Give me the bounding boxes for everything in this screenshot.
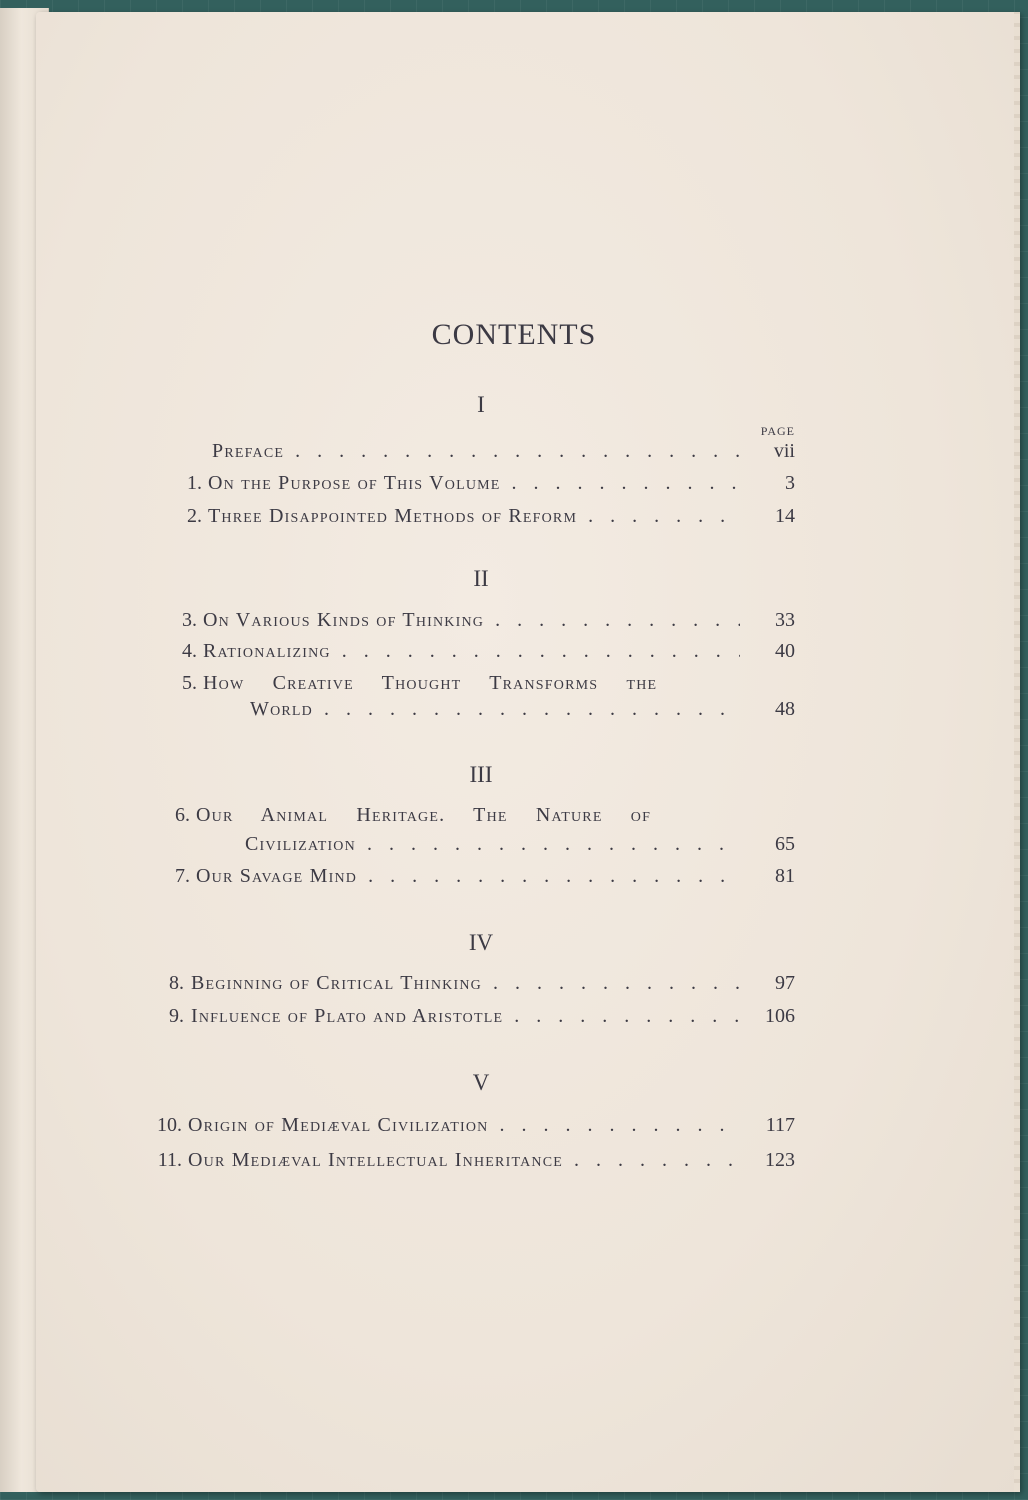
entry-title-continuation: Civilization . . . [245, 829, 740, 859]
part-numeral-3: III [469, 762, 493, 787]
toc-entry[interactable] [0, 1110, 1028, 1140]
entry-page: 106 [765, 1005, 795, 1027]
entry-title: Influence of Plato and Aristotle . . . [191, 1001, 740, 1031]
part-numeral-4: IV [468, 930, 494, 955]
toc-entry[interactable] [0, 861, 1028, 891]
entry-number: 3. [182, 609, 197, 631]
entry-page: vii [773, 440, 795, 462]
toc-entry[interactable] [0, 968, 1028, 998]
entry-title: Our Savage Mind . . . [196, 861, 740, 891]
page-title: CONTENTS [431, 318, 597, 351]
entry-title: On the Purpose of This Volume . . . [208, 468, 740, 498]
entry-number: 11. [157, 1149, 182, 1171]
entry-page: 65 [775, 833, 795, 855]
entry-number: 2. [187, 505, 202, 527]
entry-number: 1. [187, 472, 202, 494]
entry-title: Our Mediæval Intellectual Inheritance . . . [188, 1145, 740, 1175]
entry-number: 7. [175, 865, 190, 887]
entry-title: Our Animal Heritage. The Nature of [196, 804, 652, 826]
page-column-label: PAGE [760, 424, 795, 438]
entry-title: Origin of Mediæval Civilization . . . [188, 1110, 740, 1140]
entry-title: How Creative Thought Transforms the [203, 672, 658, 694]
toc-entry-preface[interactable] [0, 436, 1028, 466]
entry-page: 123 [765, 1149, 795, 1171]
toc-entry[interactable] [0, 1145, 1028, 1175]
entry-page: 117 [765, 1114, 795, 1136]
toc-entry[interactable] [0, 1001, 1028, 1031]
entry-number: 5. [182, 672, 197, 694]
entry-number: 4. [182, 640, 197, 662]
entry-title-continuation: World . . . [250, 694, 740, 724]
toc-entry[interactable] [0, 800, 1028, 830]
entry-page: 40 [775, 640, 795, 662]
entry-page: 48 [775, 698, 795, 720]
entry-title: Three Disappointed Methods of Reform . . . [208, 501, 740, 531]
entry-number: 10. [157, 1114, 182, 1136]
toc-entry-continuation[interactable] [0, 829, 1028, 859]
entry-number: 9. [169, 1005, 184, 1027]
entry-page: 14 [775, 505, 795, 527]
toc-entry[interactable] [0, 605, 1028, 635]
entry-page: 33 [775, 609, 795, 631]
part-numeral-2: II [473, 566, 489, 591]
part-numeral-5: V [472, 1070, 490, 1095]
entry-page: 3 [785, 472, 795, 494]
entry-number: 8. [169, 972, 184, 994]
toc-entry[interactable] [0, 468, 1028, 498]
entry-title: Beginning of Critical Thinking . . . [191, 968, 740, 998]
toc-entry[interactable] [0, 636, 1028, 666]
entry-title: On Various Kinds of Thinking . . . [203, 605, 740, 635]
entry-number: 6. [175, 804, 190, 826]
entry-page: 97 [775, 972, 795, 994]
toc-entry[interactable] [0, 501, 1028, 531]
part-numeral-1: I [477, 392, 485, 417]
toc-entry-continuation[interactable] [0, 694, 1028, 724]
entry-title: Rationalizing . . . [203, 636, 740, 666]
entry-title: Preface . . . [212, 436, 740, 466]
entry-page: 81 [775, 865, 795, 887]
